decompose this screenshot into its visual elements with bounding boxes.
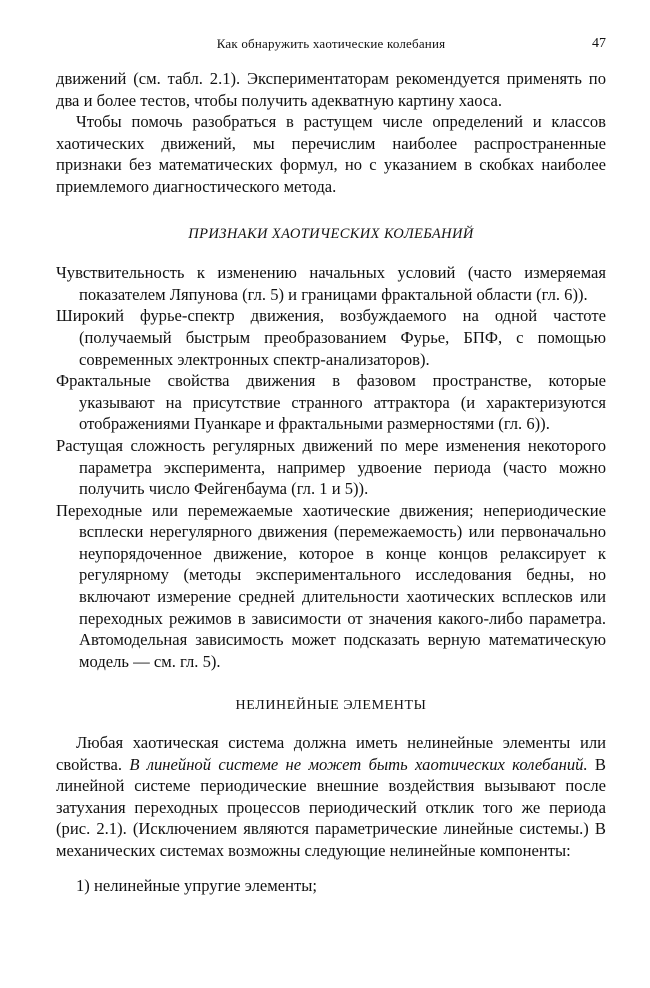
paragraph-continuation: движений (см. табл. 2.1). Экспериментаторам рекомендуется применять по два и более тестов, чтобы получить адекватную картину хаоса. (56, 69, 606, 110)
paragraph-text-end: В линейной системе периодические внешние воздействия вызывают после затухания переходных процессов периодический отклик того же периода (рис. 2.1). (Исключением являются параметрические линейные системы.) В механических системах возможны следующие нелинейные компоненты: (56, 754, 606, 860)
sign-item-fractal-properties: Фрактальные свойства движения в фазовом пространстве, которые указывают на присутствие странного аттрактора (и характеризуются отображениями Пуанкаре и фрактальными размерностями (гл. 6)). (56, 371, 606, 434)
section-heading-chaos-signs: ПРИЗНАКИ ХАОТИЧЕСКИХ КОЛЕБАНИЙ (188, 225, 474, 242)
sign-item-growing-complexity: Растущая сложность регулярных движений по мере изменения некоторого параметра эксперимента, например удвоение периода (часто можно получить число Фейгенбаума (гл. 1 и 5)). (56, 435, 606, 499)
paragraph-intro-signs: Чтобы помочь разобраться в растущем числе определений и классов хаотических движений, мы перечислим наиболее распространенные признаки без математических формул, но с указанием в скобках наиболее приемлемого диагностического метода. (56, 112, 606, 196)
paragraph-text-start: Любая хаотическая система должна иметь нелинейные элементы или свойства. (56, 733, 606, 774)
paragraph-nonlinear-elements (56, 732, 606, 862)
section-heading-nonlinear-elements: НЕЛИНЕЙНЫЕ ЭЛЕМЕНТЫ (235, 698, 427, 714)
emphasized-statement: В линейной системе не может быть хаотических колебаний. (129, 754, 588, 774)
sign-item-transient-chaos: Переходные или перемежаемые хаотические движения; непериодические всплески нерегулярного движения (перемежаемость) или первоначально неупорядоченное движение, которое в конце концов релаксирует к регулярному (методы экспериментального исследования бедны, но включают измерение средней длительности хаотических всплесков или переходных режимов в зависимости от значения какого-либо параметра. Автомодельная зависимость может подсказать верную математическую модель — см. гл. 5). (56, 500, 606, 671)
sign-item-sensitivity: Чувствительность к изменению начальных условий (часто измеряемая показателем Ляпунова (гл. 5) и границами фрактальной области (гл. 6)). (56, 263, 606, 304)
sign-item-fourier-spectrum: Широкий фурье-спектр движения, возбуждаемого на одной частоте (получаемый быстрым преобразованием Фурье, БПФ, с помощью современных электронных спектр-анализаторов). (56, 306, 606, 369)
running-title: Как обнаружить хаотические колебания (216, 36, 446, 51)
page-number: 47 (592, 36, 606, 51)
list-item-nonlinear-elastic: 1) нелинейные упругие элементы; (76, 875, 318, 895)
page-body (56, 68, 606, 896)
chaos-signs-list (56, 262, 606, 672)
page-header (56, 36, 606, 56)
